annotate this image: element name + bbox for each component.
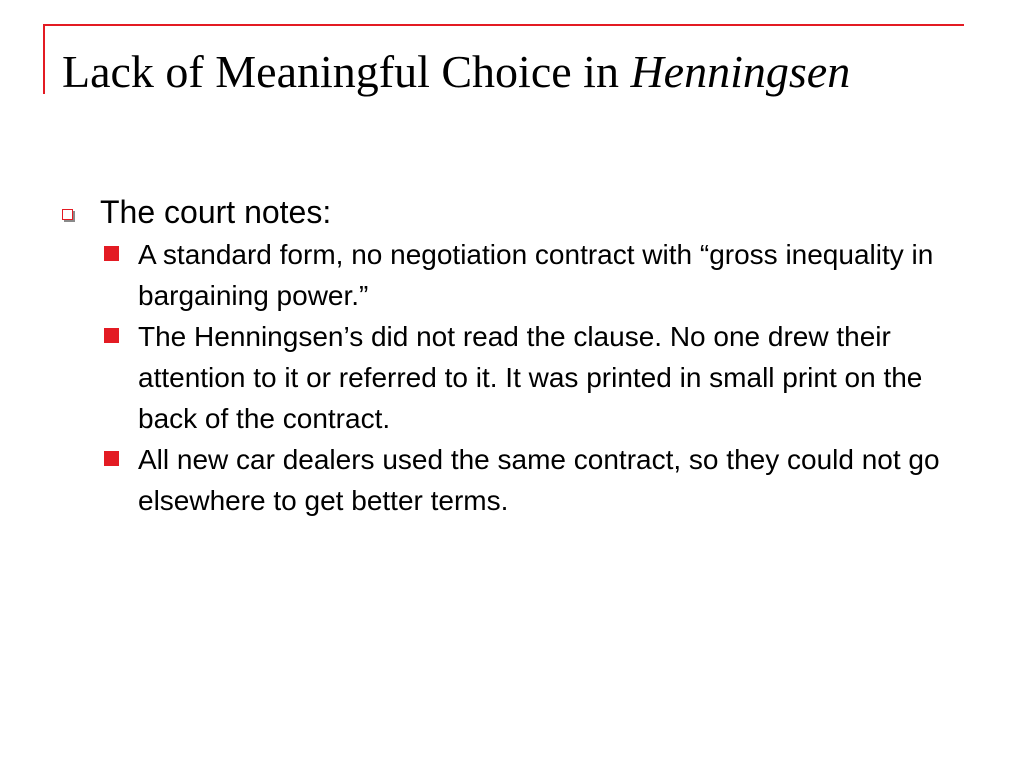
title-accent-line-left [43,24,45,94]
hollow-square-bullet-icon [62,209,73,220]
bullet-level2 [100,439,962,521]
bullet-level2-text: A standard form, no negotiation contract with “gross inequality in bargaining power.” [138,239,934,311]
bullet-level2-text: All new car dealers used the same contract, so they could not go elsewhere to get better terms. [138,444,940,516]
bullet-level2 [100,316,962,439]
bullet-level2-text: The Henningsen’s did not read the clause. No one drew their attention to it or referred to it. It was printed in small print on the back of the contract. [138,321,923,434]
bullet-level1 [62,190,962,234]
filled-square-bullet-icon [104,246,119,261]
slide-title [62,40,982,104]
slide-title-text: Lack of Meaningful Choice in [62,46,631,97]
bullet-level1-text: The court notes: [100,194,332,230]
bullet-level2 [100,234,962,316]
slide-body [62,190,962,521]
filled-square-bullet-icon [104,328,119,343]
filled-square-bullet-icon [104,451,119,466]
slide-title-case-name: Henningsen [630,46,851,97]
title-accent-line-top [43,24,964,26]
